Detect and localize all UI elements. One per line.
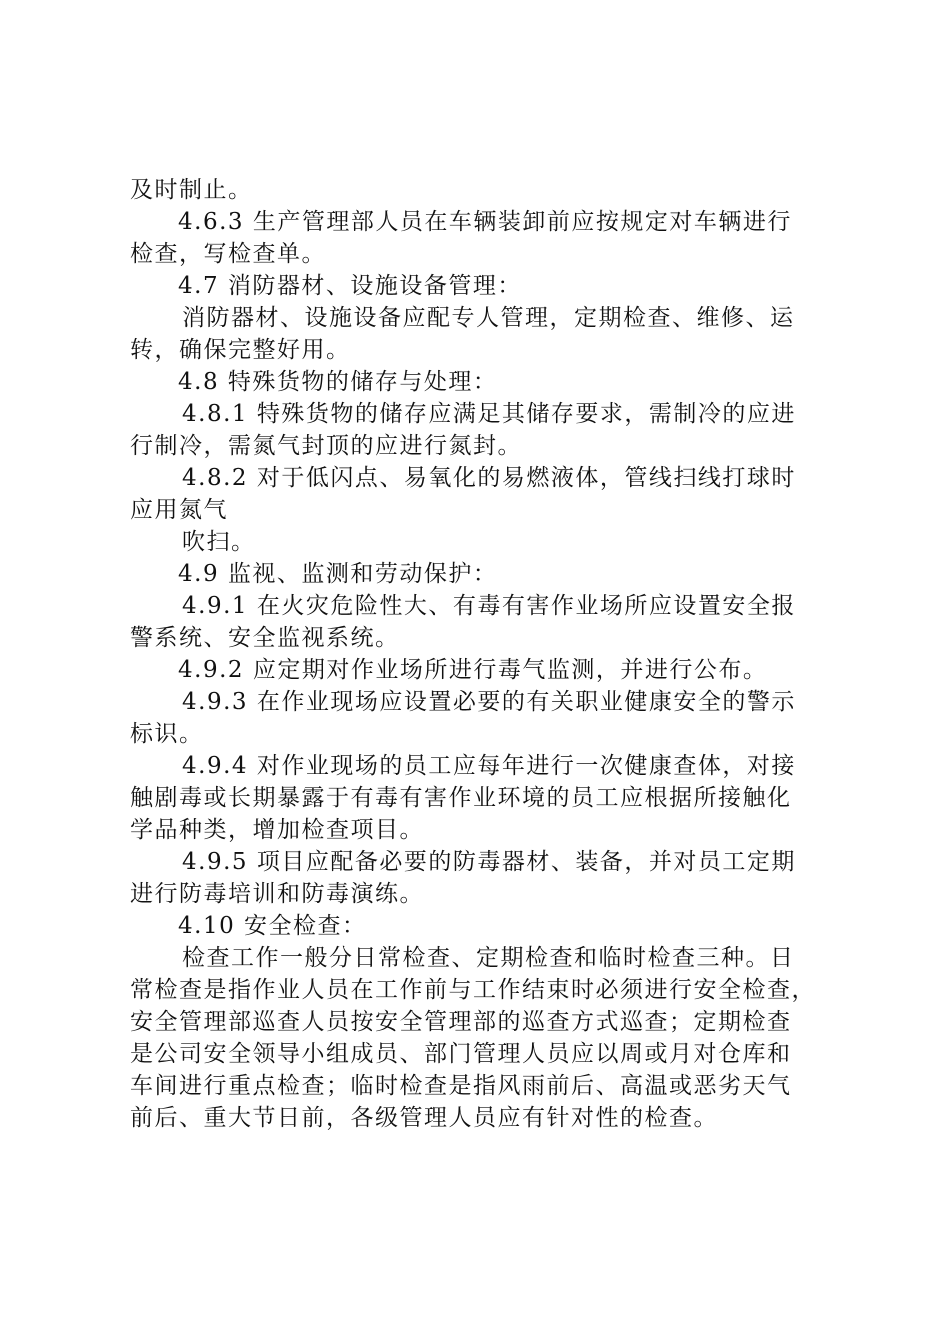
- clause-4-9-1-line: 4.9.1 在火灾危险性大、有毒有害作业场所应设置安全报: [182, 593, 796, 619]
- body-line: 警系统、安全监视系统。: [130, 625, 400, 651]
- body-line: 行制冷，需氮气封顶的应进行氮封。: [130, 433, 522, 459]
- section-4-7-heading: 4.7 消防器材、设施设备管理：: [178, 273, 522, 299]
- body-line: 检查工作一般分日常检查、定期检查和临时检查三种。日: [182, 945, 795, 971]
- body-line: 应用氮气: [130, 497, 228, 523]
- body-line: 吹扫。: [182, 529, 256, 555]
- body-line: 前后、重大节日前，各级管理人员应有针对性的检查。: [130, 1105, 718, 1131]
- section-4-10-heading: 4.10 安全检查：: [178, 913, 367, 939]
- body-line: 检查，写检查单。: [130, 241, 326, 267]
- clause-4-9-5-line: 4.9.5 项目应配备必要的防毒器材、装备，并对员工定期: [182, 849, 796, 875]
- document-body: [130, 174, 830, 1134]
- body-line: 触剧毒或长期暴露于有毒有害作业环境的员工应根据所接触化: [130, 785, 792, 811]
- clause-4-8-2-line: 4.8.2 对于低闪点、易氧化的易燃液体，管线扫线打球时: [182, 465, 796, 491]
- body-line: 及时制止。: [130, 177, 253, 203]
- body-line: 安全管理部巡查人员按安全管理部的巡查方式巡查；定期检查: [130, 1009, 792, 1035]
- section-4-8-heading: 4.8 特殊货物的储存与处理：: [178, 369, 498, 395]
- clause-4-9-4-line: 4.9.4 对作业现场的员工应每年进行一次健康查体，对接: [182, 753, 796, 779]
- clause-4-9-2-line: 4.9.2 应定期对作业场所进行毒气监测，并进行公布。: [178, 657, 768, 683]
- clause-4-6-3-line: 4.6.3 生产管理部人员在车辆装卸前应按规定对车辆进行: [178, 209, 792, 235]
- clause-4-8-1-line: 4.8.1 特殊货物的储存应满足其储存要求，需制冷的应进: [182, 401, 796, 427]
- body-line: 标识。: [130, 721, 204, 747]
- body-line: 是公司安全领导小组成员、部门管理人员应以周或月对仓库和: [130, 1041, 792, 1067]
- body-line: 消防器材、设施设备应配专人管理，定期检查、维修、运: [182, 305, 795, 331]
- body-line: 常检查是指作业人员在工作前与工作结束时必须进行安全检查，: [130, 977, 816, 1003]
- body-line: 车间进行重点检查；临时检查是指风雨前后、高温或恶劣天气: [130, 1073, 792, 1099]
- clause-4-9-3-line: 4.9.3 在作业现场应设置必要的有关职业健康安全的警示: [182, 689, 796, 715]
- body-line: 进行防毒培训和防毒演练。: [130, 881, 424, 907]
- body-line: 转，确保完整好用。: [130, 337, 351, 363]
- body-line: 学品种类，增加检查项目。: [130, 817, 424, 843]
- section-4-9-heading: 4.9 监视、监测和劳动保护：: [178, 561, 498, 587]
